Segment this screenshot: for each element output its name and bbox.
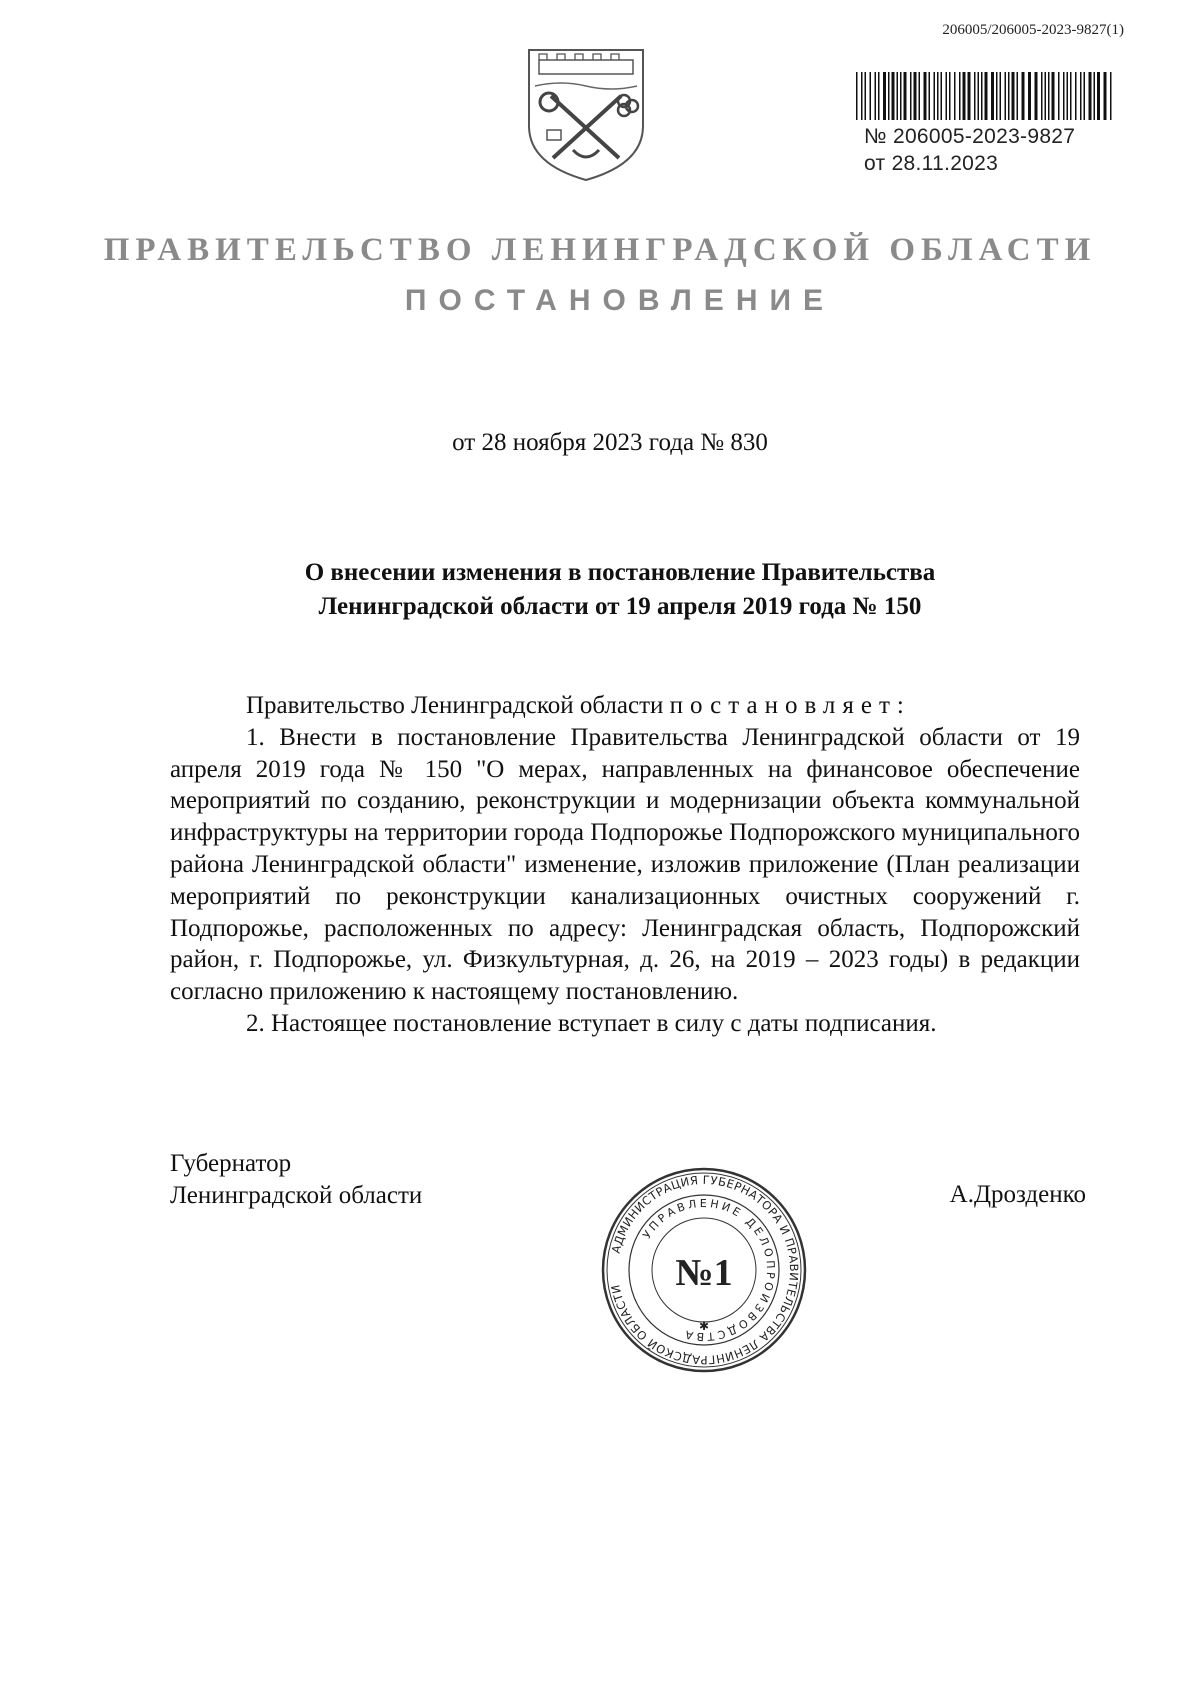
signatory-name: А.Дрозденко [949,1181,1086,1208]
barcode [856,72,1114,120]
item-1: 1. Внести в постановление Правительства Ленинградской области от 19 апреля 2019 года № 150 "О мерах, направленных на финансовое обеспечение мероприятий по созданию, реконструкции и модернизации объекта коммунальной инфраструктуры на территории города Подпорожье Подпорожского муниципального района Ленинградской области" изменение, изложив приложение (План реализации мероприятий по реконструкции канализационных очистных сооружений г. Подпорожье, расположенных по адресу: Ленинградская область, Подпорожский район, г. Подпорожье, ул. Физкультурная, д. 26, на 2019 – 2023 годы) в редакции согласно приложению к настоящему постановлению. [170,723,1080,1006]
item-2: 2. Настоящее постановление вступает в силу с даты подписания. [246,1009,937,1037]
government-title: ПРАВИТЕЛЬСТВО ЛЕНИНГРАДСКОЙ ОБЛАСТИ [103,232,1097,268]
coat-of-arms-emblem [521,46,651,184]
seal-center-text: №1 [675,1252,733,1294]
subject-line-1: О внесении изменения в постановление Правительства [304,559,936,586]
seal-inner-text: УПРАВЛЕНИЕ ДЕЛОПРОИЗВОДСТВА [640,1196,778,1344]
signatory-position-line-2: Ленинградской области [170,1182,423,1209]
preamble-verb: постановляет: [669,692,911,719]
document-subject [180,556,1060,624]
document-type: ПОСТАНОВЛЕНИЕ [404,284,836,317]
signatory-position [170,1148,422,1212]
registration-date: от 28.11.2023 [864,152,999,175]
seal-outer-text: АДМИНИСТРАЦИЯ ГУБЕРНАТОРА И ПРАВИТЕЛЬСТВА ЛЕНИНГРАДСКОЙ ОБЛАСТИ [608,1172,802,1368]
official-seal [599,1165,809,1375]
seal-star-icon: ✱ [698,1319,710,1333]
document-date-number: от 28 ноября 2023 года № 830 [452,429,768,456]
preamble [170,690,1080,722]
document-reference: 206005/206005-2023-9827(1) [942,22,1124,38]
preamble-text: Правительство Ленинградской области [246,692,664,719]
registration-number: № 206005-2023-9827 [864,125,1076,148]
signatory-position-line-1: Губернатор [170,1150,292,1177]
document-body [170,690,1080,1040]
subject-line-2: Ленинградской области от 19 апреля 2019 года № 150 [318,593,922,620]
